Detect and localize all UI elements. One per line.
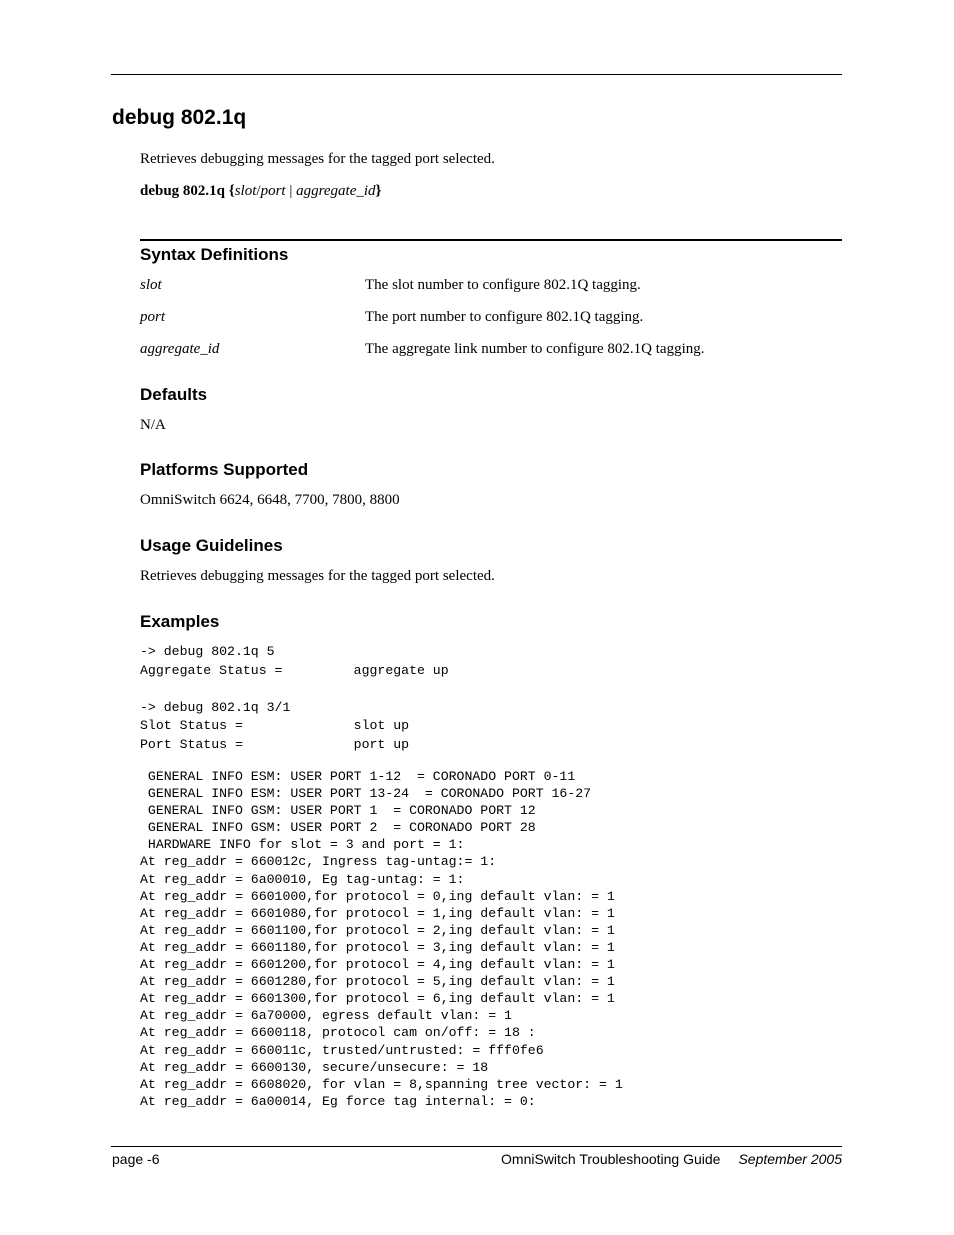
- definition-param-aggregate-id: aggregate_id: [140, 341, 220, 357]
- definition-desc-port: The port number to configure 802.1Q tagging.: [365, 309, 644, 325]
- definition-param-slot: slot: [140, 277, 162, 293]
- examples-heading: Examples: [140, 612, 220, 631]
- platforms-heading: Platforms Supported: [140, 460, 309, 479]
- syntax-arg-port: port: [260, 183, 286, 199]
- usage-heading: Usage Guidelines: [140, 536, 283, 555]
- syntax-close-brace: }: [375, 183, 382, 199]
- syntax-slash: /: [256, 183, 261, 199]
- syntax-arg-slot: slot: [234, 183, 257, 199]
- example-output-block: GENERAL INFO ESM: USER PORT 1-12 = CORONADO PORT 0-11 GENERAL INFO ESM: USER PORT 13-24 = CORONADO PORT 16-27 GENERAL INFO GSM: USER PORT 1 = CORONADO PORT 12 GENERAL INFO GSM: USER PORT 2 = CORONADO PORT 28 HARDWARE INFO for slot = 3 and port = 1: At reg_addr = 660012c, Ingress tag-untag:= 1: At reg_addr = 6a00010, Eg tag-untag: = 1: At reg_addr = 6601000,for protocol = 0,ing default vlan: = 1 At reg_addr = 6601080,for protocol = 1,ing default vlan: = 1 At reg_addr = 6601100,for protocol = 2,ing default vlan: = 1 At reg_addr = 6601180,for protocol = 3,ing default vlan: = 1 At reg_addr = 6601200,for protocol = 4,ing default vlan: = 1 At reg_addr = 6601280,for protocol = 5,ing default vlan: = 1 At reg_addr = 6601300,for protocol = 6,ing default vlan: = 1 At reg_addr = 6a70000, egress default vlan: = 1 At reg_addr = 6600118, protocol cam on/off: = 18 : At reg_addr = 660011c, trusted/untrusted: = fff0fe6 At reg_addr = 6600130, secure/unsecure: = 18 At reg_addr = 6608020, for vlan = 8,spanning tree vector: = 1 At reg_addr = 6a00014, Eg force tag internal: = 0:: [140, 769, 623, 1109]
- syntax-command: debug 802.1q: [140, 183, 226, 199]
- defaults-heading: Defaults: [140, 385, 208, 404]
- syntax-definitions-heading: Syntax Definitions: [140, 245, 289, 264]
- guide-title: OmniSwitch Troubleshooting Guide: [501, 1151, 721, 1167]
- page-number: page -6: [112, 1151, 160, 1167]
- section-divider: [140, 239, 842, 241]
- intro-text: Retrieves debugging messages for the tagged port selected.: [140, 151, 495, 167]
- usage-text: Retrieves debugging messages for the tagged port selected.: [140, 568, 495, 584]
- syntax-arg-aggregate: aggregate_id: [296, 183, 376, 199]
- top-divider: [111, 74, 842, 75]
- footer-info: [501, 1151, 842, 1167]
- definition-param-port: port: [140, 309, 166, 325]
- definition-desc-aggregate-id: The aggregate link number to configure 802.1Q tagging.: [365, 341, 705, 357]
- syntax-open-brace: {: [228, 183, 235, 199]
- platforms-text: OmniSwitch 6624, 6648, 7700, 7800, 8800: [140, 492, 400, 508]
- command-syntax: [140, 183, 381, 200]
- example-code-block: -> debug 802.1q 5 Aggregate Status = aggregate up -> debug 802.1q 3/1 Slot Status = slot up Port Status = port up: [140, 644, 449, 752]
- publication-date: September 2005: [738, 1151, 842, 1167]
- footer-divider: [111, 1146, 842, 1147]
- definition-desc-slot: The slot number to configure 802.1Q tagging.: [365, 277, 641, 293]
- page-title: debug 802.1q: [112, 106, 247, 129]
- defaults-text: N/A: [140, 417, 166, 433]
- syntax-separator: |: [285, 183, 297, 199]
